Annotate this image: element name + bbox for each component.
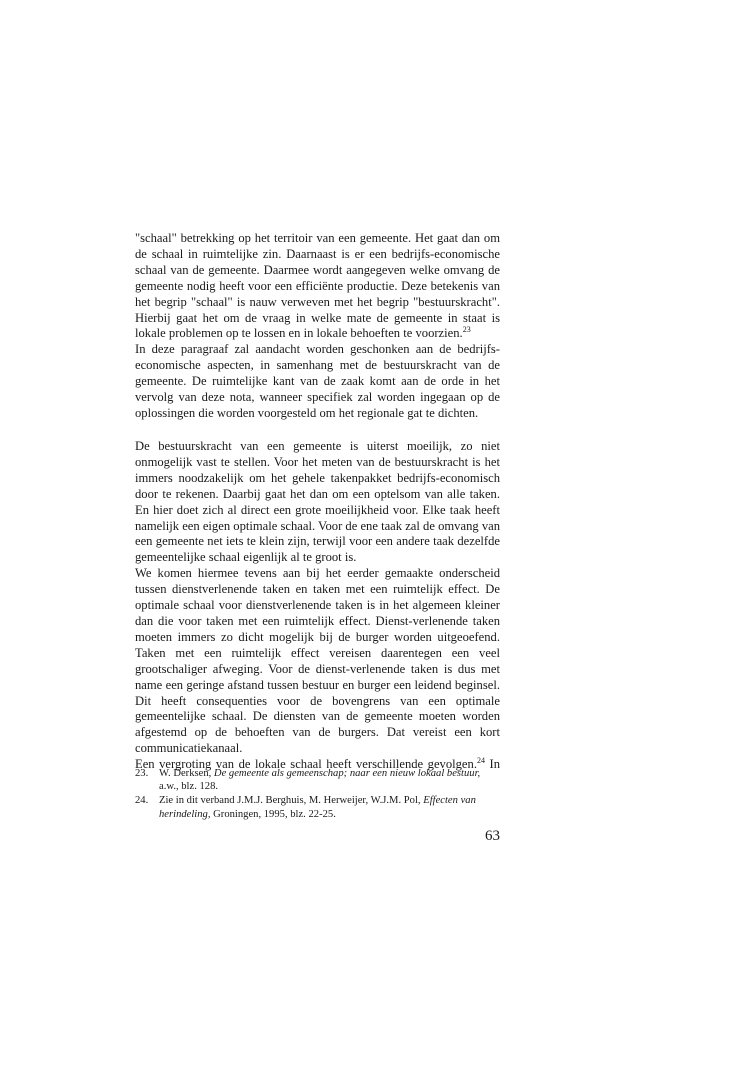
footnote-ref-24: 24 — [476, 755, 485, 765]
body-text-section-1 — [135, 231, 500, 422]
footnote-number: 24. — [135, 795, 149, 807]
footnotes — [135, 767, 500, 822]
footnote-ref-23: 23 — [462, 325, 471, 335]
paragraph-onderscheid: We komen hiermee tevens aan bij het eerder gemaakte onderscheid tussen dienstverlenende taken en taken met een ruimtelijk effect. De optimale schaal voor dienstverlenende taken is in het algemeen kleiner dan die voor taken met een ruimtelijk effect. Dienst-verlenende taken moeten immers zo dicht mogelijk bij de burger worden uitgeoefend. Taken met een ruimtelijk effect vereisen daarentegen een veel grootschaliger afweging. Voor de dienst-verlenende taken is dus met name een geringe afstand tussen bestuur en burger een leidend beginsel. Dit heeft consequenties voor de bovengrens van een optimale gemeentelijke schaal. De diensten van de gemeente moeten worden afgestemd op de behoeften van de burgers. Dat vereist een kort communicatiekanaal. — [135, 566, 500, 756]
footnote-24 — [135, 794, 500, 820]
footnote-title: Effecten van herindeling, — [159, 795, 476, 820]
paragraph-bestuurskracht: De bestuurskracht van een gemeente is uiterst moeilijk, zo niet onmogelijk vast te stellen. Voor het meten van de bestuurskracht is het immers noodzakelijk om het gehele takenpakket bedrijfs-economisch door te rekenen. Daarbij gaat het dan om een optelsom van alle taken. En hier doet zich al direct een grote moeilijkheid voor. Elke taak heeft namelijk een eigen optimale schaal. Voor de ene taak zal de omvang van een gemeente net iets te klein zijn, terwijl voor een andere taak dezelfde gemeentelijke schaal eigenlijk al te groot is. — [135, 439, 500, 565]
footnote-author: W. Derksen, — [159, 768, 214, 779]
paragraph-vergroting-text: Een vergroting van de lokale schaal heeft verschillende gevolgen. — [135, 757, 477, 772]
paragraph-aandacht: In deze paragraaf zal aandacht worden geschonken aan de bedrijfs-economische aspecten, in samenhang met de bestuurskracht van de gemeente. De ruimtelijke kant van de zaak komt aan de orde in het vervolg van deze nota, wanneer specifiek zal worden ingegaan op de oplossingen die worden voorgesteld om het regionale gat te dichten. — [135, 342, 500, 420]
footnote-text — [159, 795, 476, 819]
body-text-section-2 — [135, 439, 500, 773]
footnote-author: Zie in dit verband J.M.J. Berghuis, M. Herweijer, W.J.M. Pol, — [159, 795, 424, 807]
footnote-source: Groningen, 1995, blz. 22-25. — [210, 808, 336, 820]
page-number: 63 — [485, 828, 500, 844]
footnote-23 — [135, 767, 500, 793]
footnote-source: a.w., blz. 128. — [159, 781, 219, 793]
paragraph-vergroting-continuation: In — [484, 757, 500, 772]
footnote-title: De gemeente als gemeenschap; naar een nieuw lokaal bestuur, — [213, 768, 481, 779]
footnote-text — [159, 768, 480, 792]
paragraph-schaal-text: "schaal" betrekking op het territoir van een gemeente. Het gaat dan om de schaal in ruimtelijke zin. Daarnaast is er een bedrijfs-economische schaal van de gemeente. Daarmee wordt aangegeven welke omvang de gemeente nodig heeft voor een efficiënte productie. Deze betekenis van het begrip "schaal" is nauw verweven met het begrip "bestuurskracht". Hierbij gaat het om de vraag in welke mate de gemeente in staat is lokale problemen op te lossen en in lokale behoeften te voorzien. — [135, 231, 500, 341]
footnote-number: 23. — [135, 768, 149, 779]
paragraph-schaal — [135, 231, 500, 342]
